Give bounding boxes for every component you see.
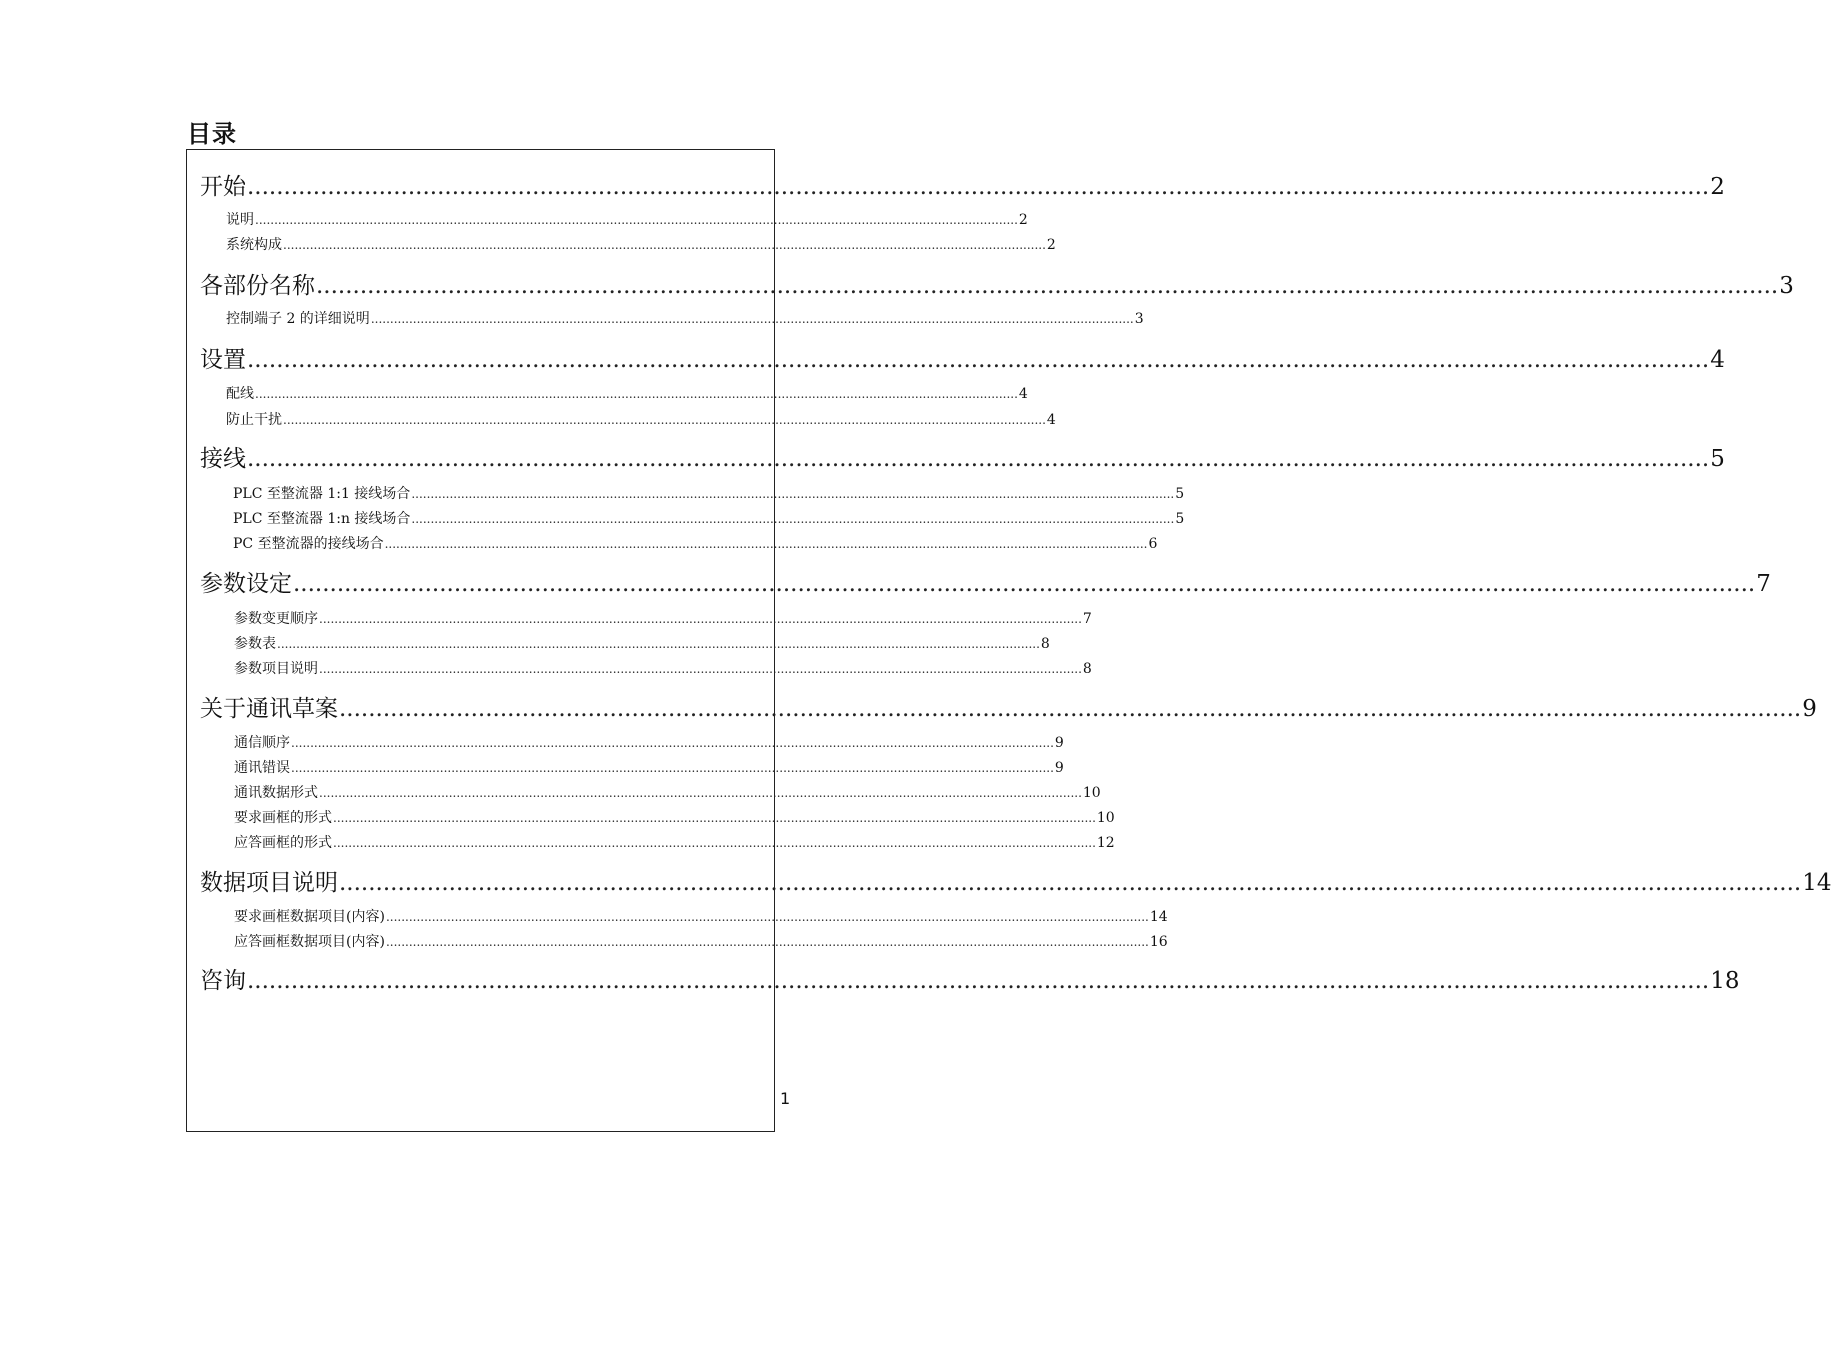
toc-section-page: 14 [1802, 870, 1832, 896]
toc-section[interactable] [200, 864, 1832, 897]
toc-section-page: 5 [1710, 446, 1725, 472]
toc-leader: ........................................................................................................................................................................................................ [316, 273, 1779, 299]
toc-section-label: 接线 [200, 446, 246, 472]
toc-leader: ........................................................................................................................................................................................................ [319, 662, 1082, 676]
toc-section-label: 设置 [200, 347, 246, 373]
toc-subsection-label: 参数表 [234, 636, 276, 652]
toc-subsection-page: 14 [1149, 909, 1168, 925]
toc-subsection-page: 4 [1018, 386, 1028, 402]
toc-leader: ........................................................................................................................................................................................................ [247, 968, 1710, 994]
toc-subsection[interactable] [234, 906, 1168, 926]
toc-subsection[interactable] [226, 409, 1056, 429]
toc-subsection-page: 3 [1134, 311, 1144, 327]
toc-subsection-page: 12 [1096, 835, 1115, 851]
toc-leader: ........................................................................................................................................................................................................ [339, 870, 1802, 896]
toc-section-page: 18 [1710, 968, 1740, 994]
toc-leader: ........................................................................................................................................................................................................ [333, 836, 1096, 850]
toc-subsection-page: 5 [1175, 486, 1185, 502]
toc-subsection[interactable] [226, 308, 1144, 328]
toc-leader: ........................................................................................................................................................................................................ [411, 512, 1175, 526]
toc-section-label: 咨询 [200, 968, 246, 994]
toc-section-page: 4 [1710, 347, 1725, 373]
toc-subsection-page: 9 [1054, 760, 1064, 776]
toc-subsection-label: 控制端子 2 的详细说明 [226, 311, 370, 327]
toc-leader: ........................................................................................................................................................................................................ [319, 612, 1082, 626]
toc-subsection[interactable] [234, 931, 1168, 951]
toc-subsection-label: 参数项目说明 [234, 661, 318, 677]
toc-subsection-page: 10 [1096, 810, 1115, 826]
toc-subsection-label: 参数变更顺序 [234, 611, 318, 627]
toc-section[interactable] [200, 690, 1817, 723]
toc-section-label: 数据项目说明 [200, 870, 338, 896]
toc-section-page: 7 [1756, 571, 1771, 597]
toc-subsection[interactable] [233, 508, 1185, 528]
toc-subsection-label: 系统构成 [226, 237, 282, 253]
toc-subsection-label: PLC 至整流器 1:1 接线场合 [233, 486, 411, 502]
toc-subsection-label: PLC 至整流器 1:n 接线场合 [233, 511, 411, 527]
toc-subsection-page: 10 [1082, 785, 1101, 801]
toc-subsection-label: 要求画框的形式 [234, 810, 332, 826]
toc-subsection-label: PC 至整流器的接线场合 [233, 536, 384, 552]
toc-leader: ........................................................................................................................................................................................................ [247, 446, 1710, 472]
toc-subsection-page: 4 [1046, 412, 1056, 428]
toc-title: 目录 [187, 120, 237, 148]
toc-subsection[interactable] [234, 782, 1101, 802]
toc-subsection-label: 通讯数据形式 [234, 785, 318, 801]
toc-leader: ........................................................................................................................................................................................................ [339, 696, 1802, 722]
toc-subsection[interactable] [234, 807, 1115, 827]
toc-subsection[interactable] [234, 608, 1092, 628]
toc-leader: ........................................................................................................................................................................................................ [385, 935, 1149, 949]
toc-section[interactable] [200, 962, 1740, 995]
toc-section[interactable] [200, 565, 1771, 598]
toc-leader: ........................................................................................................................................................................................................ [384, 537, 1148, 551]
toc-subsection-label: 通讯错误 [234, 760, 290, 776]
toc-subsection-page: 9 [1054, 735, 1064, 751]
toc-subsection[interactable] [226, 234, 1056, 254]
toc-section[interactable] [200, 440, 1725, 473]
toc-subsection[interactable] [234, 832, 1115, 852]
toc-subsection-label: 应答画框的形式 [234, 835, 332, 851]
toc-leader: ........................................................................................................................................................................................................ [291, 761, 1054, 775]
toc-leader: ........................................................................................................................................................................................................ [283, 238, 1046, 252]
toc-leader: ........................................................................................................................................................................................................ [247, 174, 1710, 200]
toc-section-label: 参数设定 [200, 571, 292, 597]
toc-leader: ........................................................................................................................................................................................................ [319, 786, 1082, 800]
toc-section-page: 2 [1710, 174, 1725, 200]
toc-section-page: 3 [1779, 273, 1794, 299]
toc-subsection-label: 应答画框数据项目(内容) [234, 934, 385, 950]
toc-subsection[interactable] [234, 658, 1092, 678]
toc-leader: ........................................................................................................................................................................................................ [370, 312, 1134, 326]
toc-subsection-label: 防止干扰 [226, 412, 282, 428]
toc-subsection-page: 5 [1175, 511, 1185, 527]
toc-section[interactable] [200, 168, 1725, 201]
toc-subsection[interactable] [234, 633, 1050, 653]
toc-box [186, 149, 1832, 1132]
toc-section[interactable] [200, 267, 1794, 300]
toc-leader: ........................................................................................................................................................................................................ [385, 910, 1149, 924]
toc-section-label: 各部份名称 [200, 273, 315, 299]
toc-leader: ........................................................................................................................................................................................................ [277, 637, 1040, 651]
toc-subsection[interactable] [233, 483, 1185, 503]
toc-leader: ........................................................................................................................................................................................................ [411, 487, 1175, 501]
toc-subsection-label: 配线 [226, 386, 254, 402]
toc-subsection-page: 7 [1082, 611, 1092, 627]
toc-subsection-label: 说明 [226, 212, 254, 228]
toc-subsection[interactable] [234, 757, 1064, 777]
toc-subsection-label: 通信顺序 [234, 735, 290, 751]
toc-subsection[interactable] [234, 732, 1064, 752]
toc-subsection-label: 要求画框数据项目(内容) [234, 909, 385, 925]
page-number: 1 [780, 1089, 791, 1108]
toc-leader: ........................................................................................................................................................................................................ [255, 387, 1018, 401]
toc-subsection-page: 8 [1040, 636, 1050, 652]
toc-leader: ........................................................................................................................................................................................................ [247, 347, 1710, 373]
toc-subsection[interactable] [226, 209, 1028, 229]
toc-leader: ........................................................................................................................................................................................................ [283, 413, 1046, 427]
toc-section-page: 9 [1802, 696, 1817, 722]
toc-subsection-page: 2 [1018, 212, 1028, 228]
toc-section-label: 开始 [200, 174, 246, 200]
toc-leader: ........................................................................................................................................................................................................ [291, 736, 1054, 750]
toc-section-label: 关于通讯草案 [200, 696, 338, 722]
toc-subsection-page: 6 [1148, 536, 1158, 552]
toc-section[interactable] [200, 341, 1725, 374]
toc-subsection[interactable] [226, 383, 1028, 403]
toc-leader: ........................................................................................................................................................................................................ [293, 571, 1756, 597]
toc-subsection[interactable] [233, 533, 1158, 553]
toc-subsection-page: 16 [1149, 934, 1168, 950]
toc-leader: ........................................................................................................................................................................................................ [255, 213, 1018, 227]
toc-subsection-page: 2 [1046, 237, 1056, 253]
toc-subsection-page: 8 [1082, 661, 1092, 677]
toc-leader: ........................................................................................................................................................................................................ [333, 811, 1096, 825]
